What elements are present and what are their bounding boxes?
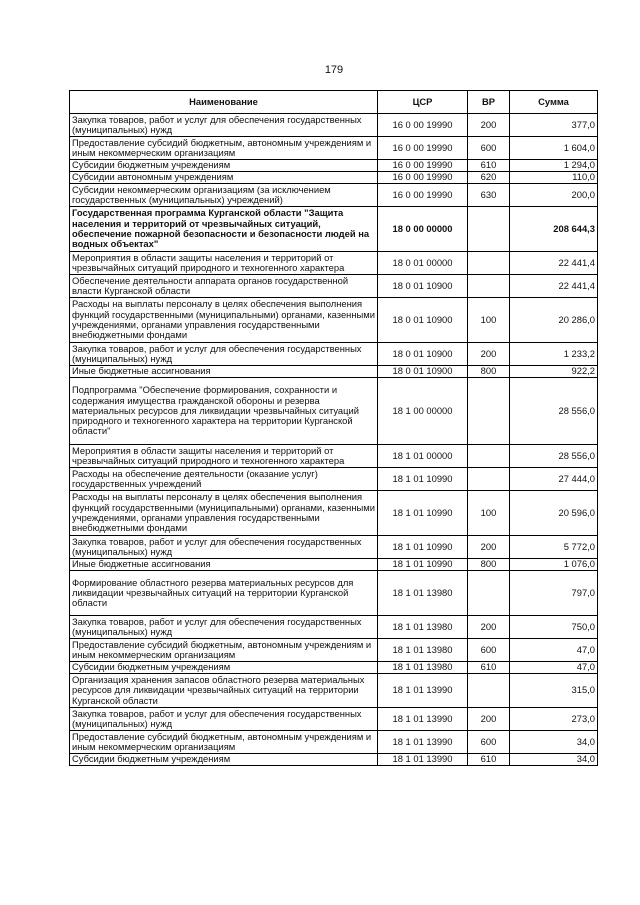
row-sum: 273,0 [510, 708, 598, 731]
row-name: Иные бюджетные ассигнования [70, 559, 378, 571]
row-sum: 28 556,0 [510, 445, 598, 468]
row-sum: 47,0 [510, 639, 598, 662]
table-row [70, 366, 598, 378]
row-csr: 16 0 00 19990 [378, 137, 468, 160]
table-row [70, 343, 598, 366]
row-vr: 600 [468, 639, 510, 662]
row-csr: 16 0 00 19990 [378, 160, 468, 172]
row-vr: 600 [468, 731, 510, 754]
row-name: Субсидии некоммерческим организациям (за исключением государственных (муниципальных) учреждений) [70, 184, 378, 207]
row-sum: 1 233,2 [510, 343, 598, 366]
row-sum: 47,0 [510, 662, 598, 674]
row-name: Расходы на выплаты персоналу в целях обеспечения выполнения функций государственными (муниципальными) органами, казенными учреждениями, органами управления государственными внебюджетными фондами [70, 491, 378, 536]
row-vr [468, 378, 510, 445]
header-name: Наименование [70, 91, 378, 114]
row-csr: 18 0 01 10900 [378, 343, 468, 366]
table-row [70, 137, 598, 160]
table-row [70, 184, 598, 207]
row-csr: 18 1 01 10990 [378, 536, 468, 559]
table-row [70, 731, 598, 754]
table-row [70, 708, 598, 731]
table-row [70, 160, 598, 172]
row-sum: 22 441,4 [510, 252, 598, 275]
row-name: Обеспечение деятельности аппарата органов государственной власти Курганской области [70, 275, 378, 298]
table-row [70, 172, 598, 184]
table-row [70, 674, 598, 708]
row-name: Расходы на обеспечение деятельности (оказание услуг) государственных учреждений [70, 468, 378, 491]
row-name: Организация хранения запасов областного резерва материальных ресурсов для ликвидации чрезвычайных ситуаций на территории Курганской области [70, 674, 378, 708]
row-sum: 110,0 [510, 172, 598, 184]
row-vr [468, 207, 510, 252]
table-row [70, 616, 598, 639]
table-row [70, 468, 598, 491]
row-sum: 922,2 [510, 366, 598, 378]
row-vr [468, 445, 510, 468]
row-name: Закупка товаров, работ и услуг для обеспечения государственных (муниципальных) нужд [70, 343, 378, 366]
row-sum: 1 604,0 [510, 137, 598, 160]
row-vr: 200 [468, 536, 510, 559]
budget-table [69, 90, 598, 766]
table-row [70, 114, 598, 137]
row-name: Предоставление субсидий бюджетным, автономным учреждениям и иным некоммерческим организациям [70, 137, 378, 160]
row-vr: 610 [468, 160, 510, 172]
row-name: Субсидии бюджетным учреждениям [70, 160, 378, 172]
row-csr: 16 0 00 19990 [378, 114, 468, 137]
row-sum: 1 294,0 [510, 160, 598, 172]
row-vr [468, 674, 510, 708]
table-row [70, 491, 598, 536]
row-vr [468, 468, 510, 491]
row-name: Субсидии бюджетным учреждениям [70, 754, 378, 766]
row-sum: 208 644,3 [510, 207, 598, 252]
row-name: Формирование областного резерва материальных ресурсов для ликвидации чрезвычайных ситуаций на территории Курганской области [70, 571, 378, 616]
row-name: Подпрограмма "Обеспечение формирования, сохранности и содержания имущества гражданской обороны и резерва материальных ресурсов для ликвидации чрезвычайных ситуаций природного и техногенного характера на территории Курганской области" [70, 378, 378, 445]
row-name: Иные бюджетные ассигнования [70, 366, 378, 378]
table-row [70, 571, 598, 616]
table-row [70, 662, 598, 674]
row-csr: 18 1 01 13990 [378, 708, 468, 731]
header-vr: ВР [468, 91, 510, 114]
row-vr: 800 [468, 559, 510, 571]
row-name: Мероприятия в области защиты населения и территорий от чрезвычайных ситуаций природного и техногенного характера [70, 445, 378, 468]
row-csr: 18 0 01 10900 [378, 275, 468, 298]
row-sum: 200,0 [510, 184, 598, 207]
row-csr: 18 1 01 13990 [378, 754, 468, 766]
row-sum: 377,0 [510, 114, 598, 137]
page-number: 179 [324, 64, 344, 76]
row-sum: 315,0 [510, 674, 598, 708]
table-row [70, 536, 598, 559]
row-csr: 18 1 01 10990 [378, 491, 468, 536]
row-csr: 18 1 01 13990 [378, 674, 468, 708]
row-vr [468, 252, 510, 275]
row-vr: 600 [468, 137, 510, 160]
row-csr: 16 0 00 19990 [378, 184, 468, 207]
row-csr: 18 1 00 00000 [378, 378, 468, 445]
row-vr: 200 [468, 343, 510, 366]
table-body [70, 114, 598, 766]
row-name: Закупка товаров, работ и услуг для обеспечения государственных (муниципальных) нужд [70, 616, 378, 639]
row-csr: 18 1 01 13990 [378, 731, 468, 754]
row-name: Закупка товаров, работ и услуг для обеспечения государственных (муниципальных) нужд [70, 536, 378, 559]
row-csr: 18 1 01 10990 [378, 559, 468, 571]
row-vr: 610 [468, 662, 510, 674]
table-row [70, 378, 598, 445]
table-row [70, 445, 598, 468]
row-name: Мероприятия в области защиты населения и территорий от чрезвычайных ситуаций природного и техногенного характера [70, 252, 378, 275]
header-sum: Сумма [510, 91, 598, 114]
row-csr: 16 0 00 19990 [378, 172, 468, 184]
row-sum: 34,0 [510, 731, 598, 754]
row-sum: 28 556,0 [510, 378, 598, 445]
row-sum: 1 076,0 [510, 559, 598, 571]
row-sum: 5 772,0 [510, 536, 598, 559]
row-name: Предоставление субсидий бюджетным, автономным учреждениям и иным некоммерческим организациям [70, 639, 378, 662]
row-sum: 750,0 [510, 616, 598, 639]
row-vr: 100 [468, 298, 510, 343]
row-sum: 22 441,4 [510, 275, 598, 298]
row-vr: 800 [468, 366, 510, 378]
table-row [70, 754, 598, 766]
row-name: Закупка товаров, работ и услуг для обеспечения государственных (муниципальных) нужд [70, 114, 378, 137]
row-csr: 18 0 01 10900 [378, 366, 468, 378]
row-csr: 18 1 01 13980 [378, 616, 468, 639]
row-vr: 200 [468, 616, 510, 639]
row-vr: 200 [468, 114, 510, 137]
table-row [70, 252, 598, 275]
row-name: Субсидии автономным учреждениям [70, 172, 378, 184]
header-csr: ЦСР [378, 91, 468, 114]
row-sum: 27 444,0 [510, 468, 598, 491]
row-vr [468, 275, 510, 298]
row-name: Закупка товаров, работ и услуг для обеспечения государственных (муниципальных) нужд [70, 708, 378, 731]
row-csr: 18 1 01 13980 [378, 571, 468, 616]
row-vr: 200 [468, 708, 510, 731]
row-vr: 100 [468, 491, 510, 536]
row-vr: 610 [468, 754, 510, 766]
table-header-row [70, 91, 598, 114]
table-row [70, 298, 598, 343]
row-vr: 620 [468, 172, 510, 184]
row-sum: 34,0 [510, 754, 598, 766]
row-csr: 18 1 01 13980 [378, 639, 468, 662]
row-csr: 18 0 01 10900 [378, 298, 468, 343]
row-csr: 18 1 01 00000 [378, 445, 468, 468]
row-name: Расходы на выплаты персоналу в целях обеспечения выполнения функций государственными (муниципальными) органами, казенными учреждениями, органами управления государственными внебюджетными фондами [70, 298, 378, 343]
table-row [70, 207, 598, 252]
row-sum: 20 286,0 [510, 298, 598, 343]
row-vr: 630 [468, 184, 510, 207]
row-name: Предоставление субсидий бюджетным, автономным учреждениям и иным некоммерческим организациям [70, 731, 378, 754]
row-csr: 18 0 01 00000 [378, 252, 468, 275]
row-sum: 797,0 [510, 571, 598, 616]
table-row [70, 559, 598, 571]
row-csr: 18 0 00 00000 [378, 207, 468, 252]
row-csr: 18 1 01 13980 [378, 662, 468, 674]
table-row [70, 639, 598, 662]
row-sum: 20 596,0 [510, 491, 598, 536]
row-vr [468, 571, 510, 616]
row-csr: 18 1 01 10990 [378, 468, 468, 491]
row-name: Государственная программа Курганской области "Защита населения и территорий от чрезвычайных ситуаций, обеспечение пожарной безопасности и безопасности людей на водных объектах" [70, 207, 378, 252]
table-row [70, 275, 598, 298]
row-name: Субсидии бюджетным учреждениям [70, 662, 378, 674]
